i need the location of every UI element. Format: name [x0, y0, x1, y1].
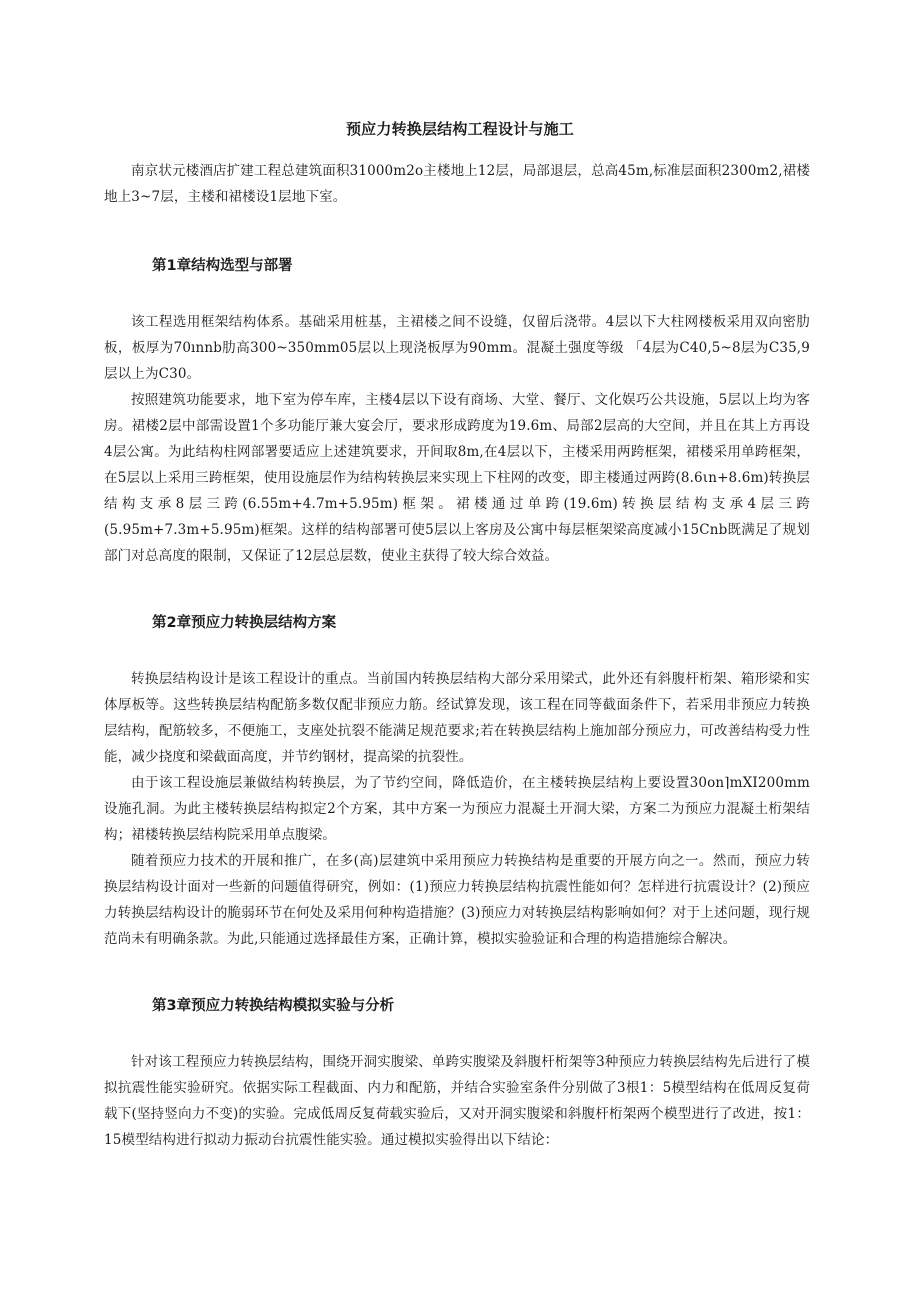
chapter-1-paragraph-2: 按照建筑功能要求，地下室为停车库，主楼4层以下设有商场、大堂、餐厅、文化娱巧公共设施，5层以上均为客房。裙楼2层中部需设置1个多功能厅兼大宴会厅，要求形成跨度为19.6m、局部2层高的大空间，并且在其上方再设4层公寓。为此结构柱网部署要适应上述建筑要求，开间取8m,在4层以下，主楼采用两跨框架，裙楼采用单跨框架，在5层以上采用三跨框架，使用设施层作为结构转换层来实现上下柱网的改变，即主楼通过两跨(8.6ιn+8.6m)转换层结构支承8层三跨(6.55m+4.7m+5.95m)框架。裙楼通过单跨(19.6m)转换层结构支承4层三跨(5.95m+7.3m+5.95m)框架。这样的结构部署可使5层以上客房及公寓中每层框架梁高度减小15Cnb既满足了规划部门对总高度的限制，又保证了12层总层数，使业主获得了较大综合效益。 — [104, 392, 810, 564]
chapter-2-paragraph-2: 由于该工程设施层兼做结构转换层，为了节约空间，降低造价，在主楼转换层结构上要设置30on⌉mXI200mm设施孔洞。为此主楼转换层结构拟定2个方案，其中方案一为预应力混凝土开洞大梁，方案二为预应力混凝土桁架结构；裙楼转换层结构院采用单点腹梁。 — [104, 775, 810, 843]
chapter-2-paragraph-1: 转换层结构设计是该工程设计的重点。当前国内转换层结构大部分采用梁式，此外还有斜腹杆桁架、箱形梁和实体厚板等。这些转换层结构配筋多数仅配非预应力筋。经试算发现，该工程在同等截面条件下，若采用非预应力转换层结构，配筋较多，不便施工，支座处抗裂不能满足规范要求;若在转换层结构上施加部分预应力，可改善结构受力性能，减少挠度和梁截面高度，并节约钢材，提高梁的抗裂性。 — [104, 671, 810, 765]
intro-paragraph: 南京状元楼酒店扩建工程总建筑面积31000m2o主楼地上12层，局部退层，总高45m,标准层面积2300m2,裙楼地上3~7层，主楼和裙楼设1层地下室。 — [104, 163, 810, 205]
chapter-2-paragraph-3: 随着预应力技术的开展和推广，在多(高)层建筑中采用预应力转换结构是重要的开展方向之一。然而，预应力转换层结构设计面对一些新的问题值得研究，例如：(1)预应力转换层结构抗震性能如何？怎样进行抗震设计？(2)预应力转换层结构设计的脆弱环节在何处及采用何种构造措施？(3)预应力对转换层结构影响如何？对于上述问题，现行规范尚未有明确条款。为此,只能通过选择最佳方案，正确计算，模拟实验验证和合理的构造措施综合解决。 — [104, 853, 811, 947]
chapter-2-heading: 第2章预应力转换层结构方案 — [152, 615, 337, 631]
document-title: 预应力转换层结构工程设计与施工 — [345, 120, 574, 138]
chapter-1 — [104, 254, 810, 569]
chapter-2 — [104, 611, 810, 952]
chapter-3-heading: 第3章预应力转换结构模拟实验与分析 — [152, 998, 395, 1014]
document-body — [104, 158, 810, 1153]
chapter-1-paragraph-1: 该工程选用框架结构体系。基础采用桩基，主裙楼之间不设缝，仅留后浇带。4层以下大柱网楼板采用双向密肋板，板厚为70ınnb肋高300~350mm05层以上现浇板厚为90mm。混凝土强度等级 「4层为C40,5~8层为C35,9层以上为C30。 — [104, 314, 810, 382]
chapter-3-paragraph-1: 针对该工程预应力转换层结构，围绕开洞实腹梁、单跨实腹梁及斜腹杆桁架等3种预应力转换层结构先后进行了模拟抗震性能实验研究。依据实际工程截面、内力和配筋，并结合实验室条件分别做了3根1：5模型结构在低周反复荷载下(坚持竖向力不变)的实验。完成低周反复荷载实验后，又对开洞实腹梁和斜腹杆桁架两个模型进行了改进，按1：15模型结构进行拟动力振动台抗震性能实验。通过模拟实验得出以下结论： — [104, 1054, 810, 1148]
chapter-1-heading: 第1章结构选型与部署 — [152, 258, 293, 274]
chapter-3 — [104, 994, 810, 1153]
